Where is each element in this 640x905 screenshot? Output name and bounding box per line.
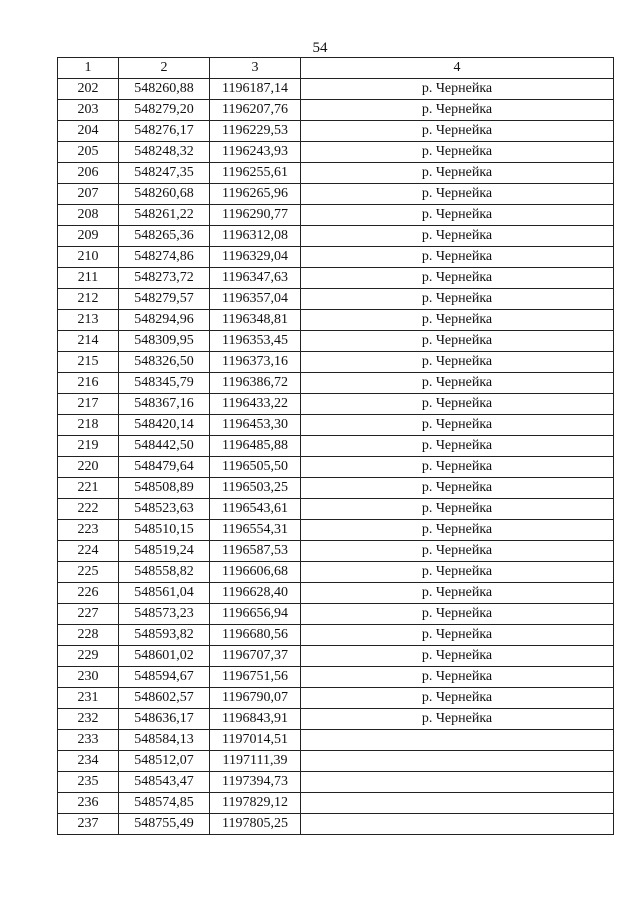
table-row bbox=[58, 226, 614, 247]
column-header-3: 3 bbox=[210, 58, 301, 79]
point-number-cell: 208 bbox=[58, 205, 119, 226]
table-row bbox=[58, 520, 614, 541]
table-row bbox=[58, 457, 614, 478]
x-coordinate-cell: 548294,96 bbox=[119, 310, 210, 331]
y-coordinate-cell: 1196628,40 bbox=[210, 583, 301, 604]
description-cell: р. Чернейка bbox=[301, 79, 614, 100]
x-coordinate-cell: 548508,89 bbox=[119, 478, 210, 499]
point-number-cell: 212 bbox=[58, 289, 119, 310]
y-coordinate-cell: 1196503,25 bbox=[210, 478, 301, 499]
table-row bbox=[58, 331, 614, 352]
point-number-cell: 210 bbox=[58, 247, 119, 268]
x-coordinate-cell: 548523,63 bbox=[119, 499, 210, 520]
x-coordinate-cell: 548755,49 bbox=[119, 814, 210, 835]
x-coordinate-cell: 548265,36 bbox=[119, 226, 210, 247]
y-coordinate-cell: 1196453,30 bbox=[210, 415, 301, 436]
x-coordinate-cell: 548345,79 bbox=[119, 373, 210, 394]
table-row bbox=[58, 289, 614, 310]
y-coordinate-cell: 1196243,93 bbox=[210, 142, 301, 163]
point-number-cell: 224 bbox=[58, 541, 119, 562]
table-row bbox=[58, 394, 614, 415]
description-cell: р. Чернейка bbox=[301, 667, 614, 688]
description-cell: р. Чернейка bbox=[301, 331, 614, 352]
x-coordinate-cell: 548260,88 bbox=[119, 79, 210, 100]
description-cell: р. Чернейка bbox=[301, 625, 614, 646]
x-coordinate-cell: 548601,02 bbox=[119, 646, 210, 667]
point-number-cell: 222 bbox=[58, 499, 119, 520]
point-number-cell: 214 bbox=[58, 331, 119, 352]
table-row bbox=[58, 604, 614, 625]
x-coordinate-cell: 548519,24 bbox=[119, 541, 210, 562]
point-number-cell: 213 bbox=[58, 310, 119, 331]
point-number-cell: 235 bbox=[58, 772, 119, 793]
x-coordinate-cell: 548279,20 bbox=[119, 100, 210, 121]
description-cell: р. Чернейка bbox=[301, 121, 614, 142]
x-coordinate-cell: 548274,86 bbox=[119, 247, 210, 268]
description-cell: р. Чернейка bbox=[301, 394, 614, 415]
description-cell bbox=[301, 772, 614, 793]
table-header-row bbox=[58, 58, 614, 79]
x-coordinate-cell: 548543,47 bbox=[119, 772, 210, 793]
x-coordinate-cell: 548584,13 bbox=[119, 730, 210, 751]
table-row bbox=[58, 247, 614, 268]
x-coordinate-cell: 548636,17 bbox=[119, 709, 210, 730]
y-coordinate-cell: 1197829,12 bbox=[210, 793, 301, 814]
table-row bbox=[58, 772, 614, 793]
table-row bbox=[58, 373, 614, 394]
point-number-cell: 203 bbox=[58, 100, 119, 121]
point-number-cell: 232 bbox=[58, 709, 119, 730]
table-row bbox=[58, 142, 614, 163]
point-number-cell: 219 bbox=[58, 436, 119, 457]
y-coordinate-cell: 1196357,04 bbox=[210, 289, 301, 310]
point-number-cell: 223 bbox=[58, 520, 119, 541]
table-row bbox=[58, 310, 614, 331]
x-coordinate-cell: 548309,95 bbox=[119, 331, 210, 352]
point-number-cell: 216 bbox=[58, 373, 119, 394]
y-coordinate-cell: 1196656,94 bbox=[210, 604, 301, 625]
table-row bbox=[58, 352, 614, 373]
y-coordinate-cell: 1196187,14 bbox=[210, 79, 301, 100]
point-number-cell: 206 bbox=[58, 163, 119, 184]
table-row bbox=[58, 709, 614, 730]
y-coordinate-cell: 1196386,72 bbox=[210, 373, 301, 394]
table-row bbox=[58, 625, 614, 646]
x-coordinate-cell: 548512,07 bbox=[119, 751, 210, 772]
table-row bbox=[58, 79, 614, 100]
point-number-cell: 236 bbox=[58, 793, 119, 814]
table-row bbox=[58, 541, 614, 562]
table-row bbox=[58, 184, 614, 205]
description-cell: р. Чернейка bbox=[301, 373, 614, 394]
y-coordinate-cell: 1196680,56 bbox=[210, 625, 301, 646]
coordinates-table bbox=[57, 57, 614, 835]
table-row bbox=[58, 268, 614, 289]
description-cell: р. Чернейка bbox=[301, 520, 614, 541]
point-number-cell: 227 bbox=[58, 604, 119, 625]
y-coordinate-cell: 1196606,68 bbox=[210, 562, 301, 583]
y-coordinate-cell: 1196347,63 bbox=[210, 268, 301, 289]
table-row bbox=[58, 205, 614, 226]
point-number-cell: 225 bbox=[58, 562, 119, 583]
description-cell: р. Чернейка bbox=[301, 289, 614, 310]
column-header-2: 2 bbox=[119, 58, 210, 79]
point-number-cell: 217 bbox=[58, 394, 119, 415]
y-coordinate-cell: 1196433,22 bbox=[210, 394, 301, 415]
x-coordinate-cell: 548420,14 bbox=[119, 415, 210, 436]
x-coordinate-cell: 548602,57 bbox=[119, 688, 210, 709]
table-row bbox=[58, 562, 614, 583]
y-coordinate-cell: 1196255,61 bbox=[210, 163, 301, 184]
description-cell: р. Чернейка bbox=[301, 541, 614, 562]
description-cell bbox=[301, 751, 614, 772]
x-coordinate-cell: 548273,72 bbox=[119, 268, 210, 289]
point-number-cell: 228 bbox=[58, 625, 119, 646]
table-row bbox=[58, 163, 614, 184]
y-coordinate-cell: 1196265,96 bbox=[210, 184, 301, 205]
description-cell: р. Чернейка bbox=[301, 163, 614, 184]
point-number-cell: 237 bbox=[58, 814, 119, 835]
y-coordinate-cell: 1196505,50 bbox=[210, 457, 301, 478]
point-number-cell: 207 bbox=[58, 184, 119, 205]
table-row bbox=[58, 499, 614, 520]
x-coordinate-cell: 548479,64 bbox=[119, 457, 210, 478]
table-row bbox=[58, 583, 614, 604]
x-coordinate-cell: 548558,82 bbox=[119, 562, 210, 583]
description-cell: р. Чернейка bbox=[301, 226, 614, 247]
y-coordinate-cell: 1197014,51 bbox=[210, 730, 301, 751]
description-cell: р. Чернейка bbox=[301, 184, 614, 205]
y-coordinate-cell: 1196373,16 bbox=[210, 352, 301, 373]
y-coordinate-cell: 1196790,07 bbox=[210, 688, 301, 709]
point-number-cell: 202 bbox=[58, 79, 119, 100]
description-cell: р. Чернейка bbox=[301, 688, 614, 709]
point-number-cell: 215 bbox=[58, 352, 119, 373]
table-row bbox=[58, 730, 614, 751]
description-cell: р. Чернейка bbox=[301, 352, 614, 373]
description-cell: р. Чернейка bbox=[301, 205, 614, 226]
page-number: 54 bbox=[312, 40, 328, 56]
x-coordinate-cell: 548593,82 bbox=[119, 625, 210, 646]
description-cell: р. Чернейка bbox=[301, 310, 614, 331]
x-coordinate-cell: 548367,16 bbox=[119, 394, 210, 415]
table-row bbox=[58, 478, 614, 499]
x-coordinate-cell: 548261,22 bbox=[119, 205, 210, 226]
table-body bbox=[58, 79, 614, 835]
point-number-cell: 234 bbox=[58, 751, 119, 772]
x-coordinate-cell: 548326,50 bbox=[119, 352, 210, 373]
table-row bbox=[58, 100, 614, 121]
point-number-cell: 218 bbox=[58, 415, 119, 436]
point-number-cell: 221 bbox=[58, 478, 119, 499]
description-cell bbox=[301, 730, 614, 751]
x-coordinate-cell: 548574,85 bbox=[119, 793, 210, 814]
y-coordinate-cell: 1197111,39 bbox=[210, 751, 301, 772]
point-number-cell: 209 bbox=[58, 226, 119, 247]
x-coordinate-cell: 548276,17 bbox=[119, 121, 210, 142]
description-cell: р. Чернейка bbox=[301, 499, 614, 520]
x-coordinate-cell: 548510,15 bbox=[119, 520, 210, 541]
y-coordinate-cell: 1196353,45 bbox=[210, 331, 301, 352]
y-coordinate-cell: 1196290,77 bbox=[210, 205, 301, 226]
table-row bbox=[58, 688, 614, 709]
description-cell: р. Чернейка bbox=[301, 415, 614, 436]
x-coordinate-cell: 548573,23 bbox=[119, 604, 210, 625]
table-row bbox=[58, 646, 614, 667]
y-coordinate-cell: 1196543,61 bbox=[210, 499, 301, 520]
description-cell: р. Чернейка bbox=[301, 142, 614, 163]
point-number-cell: 204 bbox=[58, 121, 119, 142]
y-coordinate-cell: 1196207,76 bbox=[210, 100, 301, 121]
x-coordinate-cell: 548561,04 bbox=[119, 583, 210, 604]
description-cell: р. Чернейка bbox=[301, 247, 614, 268]
description-cell: р. Чернейка bbox=[301, 478, 614, 499]
table-row bbox=[58, 814, 614, 835]
description-cell: р. Чернейка bbox=[301, 583, 614, 604]
x-coordinate-cell: 548248,32 bbox=[119, 142, 210, 163]
table-row bbox=[58, 121, 614, 142]
point-number-cell: 205 bbox=[58, 142, 119, 163]
table-row bbox=[58, 793, 614, 814]
point-number-cell: 220 bbox=[58, 457, 119, 478]
table-row bbox=[58, 415, 614, 436]
y-coordinate-cell: 1196587,53 bbox=[210, 541, 301, 562]
y-coordinate-cell: 1196554,31 bbox=[210, 520, 301, 541]
table-row bbox=[58, 751, 614, 772]
y-coordinate-cell: 1196707,37 bbox=[210, 646, 301, 667]
description-cell: р. Чернейка bbox=[301, 646, 614, 667]
y-coordinate-cell: 1196843,91 bbox=[210, 709, 301, 730]
x-coordinate-cell: 548247,35 bbox=[119, 163, 210, 184]
description-cell bbox=[301, 793, 614, 814]
y-coordinate-cell: 1196329,04 bbox=[210, 247, 301, 268]
description-cell: р. Чернейка bbox=[301, 604, 614, 625]
y-coordinate-cell: 1196348,81 bbox=[210, 310, 301, 331]
column-header-4: 4 bbox=[301, 58, 614, 79]
x-coordinate-cell: 548279,57 bbox=[119, 289, 210, 310]
y-coordinate-cell: 1196312,08 bbox=[210, 226, 301, 247]
y-coordinate-cell: 1196751,56 bbox=[210, 667, 301, 688]
point-number-cell: 229 bbox=[58, 646, 119, 667]
point-number-cell: 211 bbox=[58, 268, 119, 289]
description-cell: р. Чернейка bbox=[301, 436, 614, 457]
description-cell bbox=[301, 814, 614, 835]
point-number-cell: 226 bbox=[58, 583, 119, 604]
y-coordinate-cell: 1196485,88 bbox=[210, 436, 301, 457]
description-cell: р. Чернейка bbox=[301, 100, 614, 121]
y-coordinate-cell: 1196229,53 bbox=[210, 121, 301, 142]
point-number-cell: 230 bbox=[58, 667, 119, 688]
x-coordinate-cell: 548260,68 bbox=[119, 184, 210, 205]
description-cell: р. Чернейка bbox=[301, 457, 614, 478]
x-coordinate-cell: 548594,67 bbox=[119, 667, 210, 688]
description-cell: р. Чернейка bbox=[301, 562, 614, 583]
column-header-1: 1 bbox=[58, 58, 119, 79]
point-number-cell: 231 bbox=[58, 688, 119, 709]
description-cell: р. Чернейка bbox=[301, 709, 614, 730]
point-number-cell: 233 bbox=[58, 730, 119, 751]
x-coordinate-cell: 548442,50 bbox=[119, 436, 210, 457]
table-row bbox=[58, 436, 614, 457]
table-row bbox=[58, 667, 614, 688]
description-cell: р. Чернейка bbox=[301, 268, 614, 289]
y-coordinate-cell: 1197394,73 bbox=[210, 772, 301, 793]
y-coordinate-cell: 1197805,25 bbox=[210, 814, 301, 835]
